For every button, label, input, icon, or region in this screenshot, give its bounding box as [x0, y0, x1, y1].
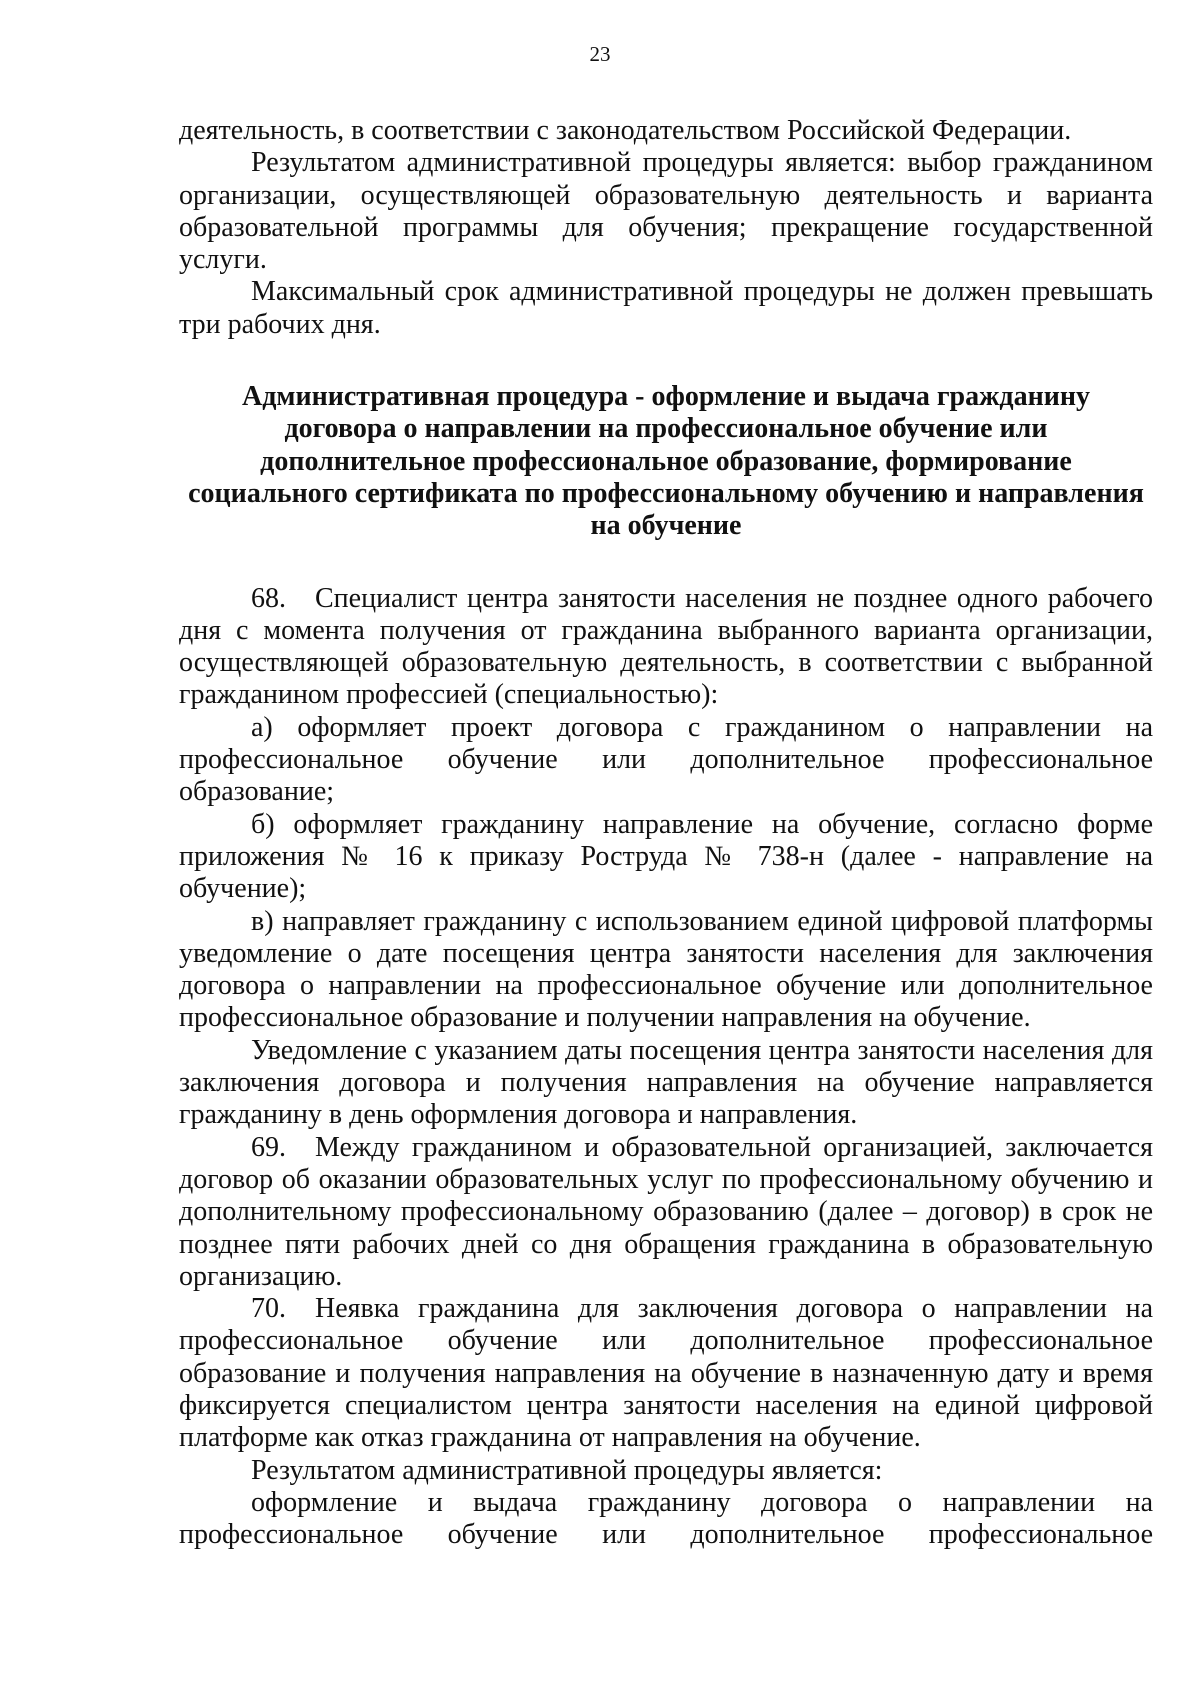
- heading-line: договора о направлении на профессиональное обучение или: [284, 413, 1048, 445]
- paragraph-continuation: деятельность, в соответствии с законодательством Российской Федерации.: [179, 115, 1072, 146]
- subitem-a: а) оформляет проект договора с гражданином о направлении на профессиональное обучение или дополнительное профессиональное образование;: [179, 711, 1153, 808]
- section-heading: [179, 381, 1153, 542]
- paragraph-result-label: Результатом административной процедуры является:: [251, 1454, 883, 1486]
- item-text: Между гражданином и образовательной организацией, заключается договор об оказании образовательных услуг по профессиональному обучению и дополнительному профессиональному образованию (далее – договор) в срок не позднее пяти рабочих дней со дня обращения гражданина в образовательную организацию.: [179, 1131, 1153, 1292]
- item-number: 69.: [251, 1131, 286, 1163]
- heading-line: социального сертификата по профессиональному обучению и направления: [188, 477, 1144, 509]
- subitem-b: б) оформляет гражданину направление на обучение, согласно форме приложения № 16 к приказу Роструда № 738-н (далее - направление на обучение);: [179, 808, 1153, 905]
- paragraph-result-text: оформление и выдача гражданину договора о направлении на профессиональное обучение или дополнительное профессиональное: [179, 1486, 1153, 1551]
- paragraph-max-term: Максимальный срок административной процедуры не должен превышать три рабочих дня.: [179, 276, 1153, 340]
- paragraph-item-68: [179, 583, 1153, 712]
- paragraph-item-70: [179, 1293, 1153, 1454]
- item-text: Специалист центра занятости населения не позднее одного рабочего дня с момента получения от гражданина выбранного варианта организации, осуществляющей образовательную деятельность, в соответствии с выбранной гражданином профессией (специальностью):: [179, 582, 1153, 711]
- heading-line: на обучение: [590, 510, 742, 542]
- heading-line: дополнительное профессиональное образование, формирование: [260, 445, 1072, 477]
- document-body: [179, 115, 1153, 1551]
- item-number: 70.: [251, 1293, 286, 1325]
- heading-line: Административная процедура - оформление и выдача гражданину: [242, 381, 1090, 413]
- item-text: Неявка гражданина для заключения договора о направлении на профессиональное обучение или дополнительное профессиональное образование и получения направления на обучение в назначенную дату и время фиксируется специалистом центра занятости населения на единой цифровой платформе как отказ гражданина от направления на обучение.: [179, 1293, 1153, 1454]
- paragraph-result: Результатом административной процедуры является: выбор гражданином организации, осуществляющей образовательную деятельность и варианта образовательной программы для обучения; прекращение государственной услуги.: [179, 147, 1153, 276]
- paragraph-item-69: [179, 1132, 1153, 1293]
- subitem-v: в) направляет гражданину с использованием единой цифровой платформы уведомление о дате посещения центра занятости населения для заключения договора о направлении на профессиональное обучение или дополнительное профессиональное образование и получении направления на обучение.: [179, 905, 1153, 1034]
- paragraph-notice: Уведомление с указанием даты посещения центра занятости населения для заключения договора и получения направления на обучение направляется гражданину в день оформления договора и направления.: [179, 1034, 1153, 1131]
- page-number: 23: [589, 42, 611, 66]
- item-number: 68.: [251, 582, 286, 614]
